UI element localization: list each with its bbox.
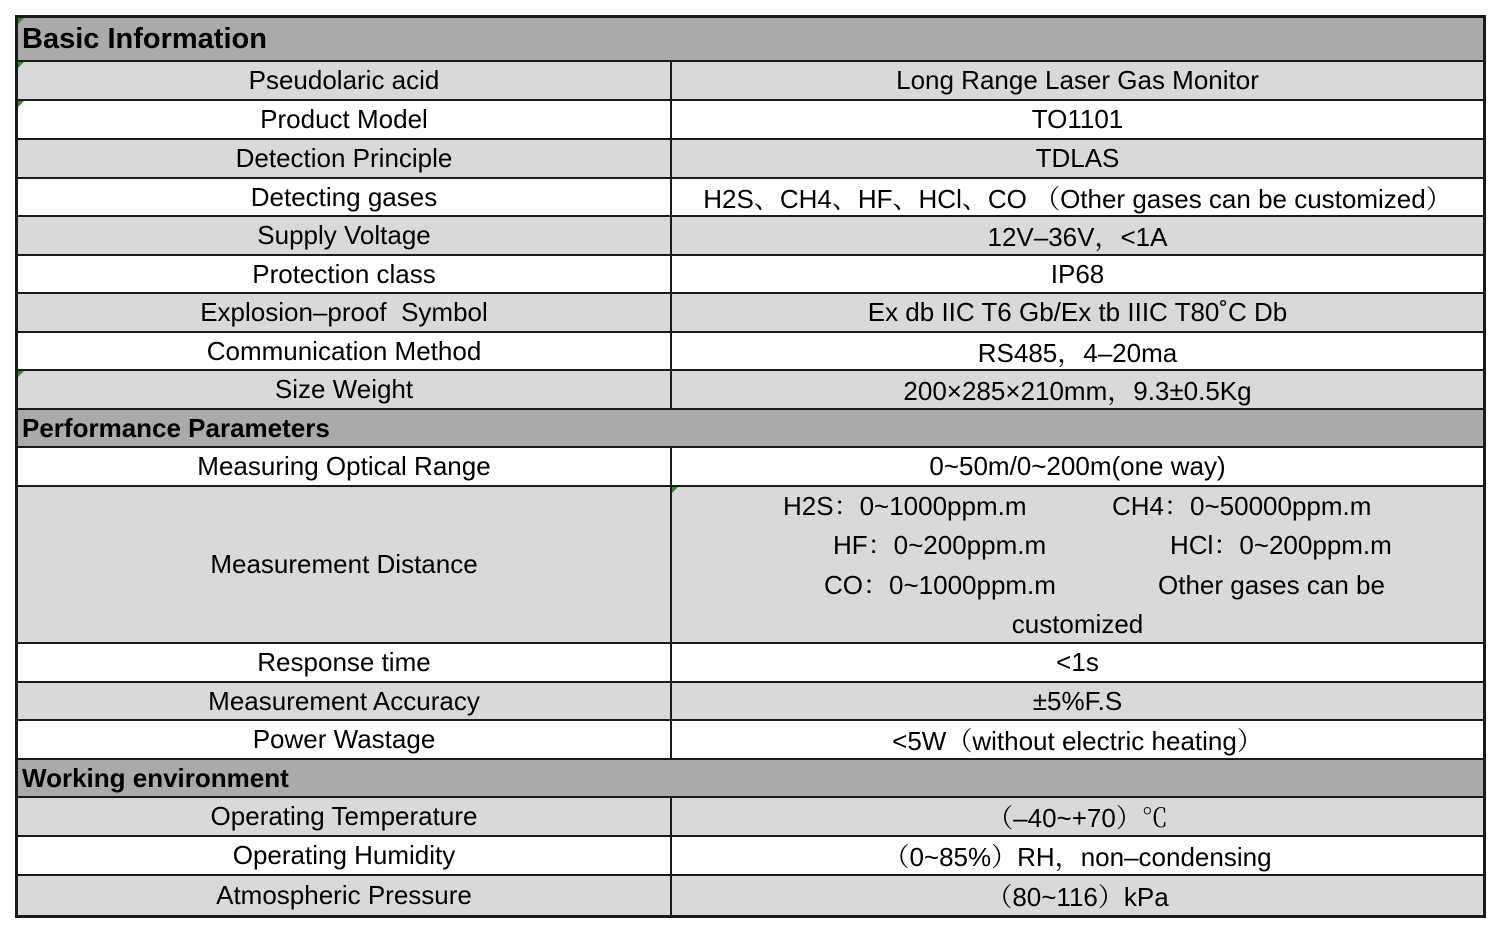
row-value-cell [672,683,1483,719]
table-row [18,798,1483,837]
row-label: Response time [257,647,431,677]
row-value: IP68 [1050,258,1105,289]
row-label-cell [18,876,672,915]
row-label-cell [18,62,672,99]
section-title: Working environment [22,762,289,793]
row-label: Protection class [252,258,436,289]
measurement-distance-value-cell [672,487,1483,642]
table-row [18,140,1483,179]
row-value-cell [672,217,1483,254]
row-value-cell [672,837,1483,874]
row-label: Pseudolaric acid [248,65,440,95]
range-co: CO：0~1000ppm.m [824,570,1056,600]
row-value: ±5%F.S [1032,685,1123,716]
table-row [18,876,1483,915]
row-value: RS485，4–20ma [977,337,1178,368]
row-value: <1s [1056,647,1099,677]
row-label-cell [18,837,672,874]
row-label-cell [18,798,672,835]
row-label-cell [18,371,672,408]
section-title: Performance Parameters [22,412,330,443]
row-label-cell [18,333,672,369]
row-value-cell [672,721,1483,758]
row-value-cell [672,371,1483,408]
row-label: Product Model [260,104,428,134]
row-label-cell [18,294,672,331]
row-label-cell [18,721,672,758]
row-label-cell [18,487,672,642]
row-value: Long Range Laser Gas Monitor [896,65,1259,95]
range-other-note: Other gases can be [1158,570,1385,600]
table-row [18,217,1483,256]
row-value: TO1101 [1031,104,1124,134]
row-value-cell [672,876,1483,915]
row-value: （80~116）kPa [986,882,1169,912]
cell-marker-icon [18,62,24,68]
range-h2s: H2S：0~1000ppm.m [783,491,1027,521]
row-label-cell [18,101,672,138]
row-label: Explosion–proof Symbol [200,297,488,327]
row-value: 0~50m/0~200m(one way) [929,451,1226,481]
table-row [18,62,1483,101]
row-value: TDLAS [1035,143,1120,173]
table-row [18,101,1483,140]
cell-marker-icon [18,371,24,377]
row-value-cell [672,101,1483,138]
row-value-cell [672,448,1483,485]
row-value-cell [672,294,1483,331]
row-label: Size Weight [274,374,414,404]
row-value: 12V–36V，<1A [987,222,1168,252]
section-header-basic-information [18,18,1483,62]
row-label: Measuring Optical Range [197,451,491,481]
row-value: H2S、CH4、HF、HCl、CO （Other gases can be customized） [703,183,1452,214]
cell-marker-icon [18,101,24,107]
cell-marker-icon [18,18,24,24]
row-value: <5W（without electric heating） [892,726,1263,756]
row-value-cell [672,256,1483,292]
cell-marker-icon [672,487,678,493]
row-label: Detection Principle [235,143,453,173]
row-label-cell [18,179,672,215]
section-title: Basic Information [22,22,267,55]
table-row [18,448,1483,487]
row-value-cell [672,644,1483,681]
row-value: 200×285×210mm，9.3±0.5Kg [903,376,1252,406]
row-value-cell [672,798,1483,835]
row-label: Atmospheric Pressure [216,880,472,910]
row-value-cell [672,62,1483,99]
range-hcl: HCl：0~200ppm.m [1170,530,1392,560]
row-label: Power Wastage [252,724,436,754]
row-value: （0~85%）RH，non–condensing [883,842,1272,872]
table-row [18,179,1483,217]
row-label: Measurement Accuracy [208,685,480,716]
table-row [18,721,1483,760]
row-label-cell [18,140,672,177]
row-value-cell [672,333,1483,369]
row-label-cell [18,217,672,254]
row-label: Operating Humidity [232,840,456,870]
row-label-cell [18,448,672,485]
row-label: Supply Voltage [257,220,431,250]
section-header-working-environment [18,760,1483,798]
range-hf: HF：0~200ppm.m [833,530,1047,560]
row-label: Measurement Distance [210,549,478,579]
table-row [18,837,1483,876]
table-row [18,487,1483,644]
row-label: Operating Temperature [210,801,478,831]
row-label: Detecting gases [250,181,438,212]
table-row [18,683,1483,721]
table-row [18,333,1483,371]
row-label-cell [18,683,672,719]
table-row [18,294,1483,333]
row-value-cell [672,179,1483,215]
row-value: （–40~+70）℃ [987,803,1168,833]
range-other-note-continued: customized [1011,609,1144,639]
row-value: Ex db IIC T6 Gb/Ex tb IIIC T80˚C Db [867,297,1288,327]
section-header-performance-parameters [18,410,1483,448]
row-label: Communication Method [206,335,482,366]
range-ch4: CH4：0~50000ppm.m [1112,491,1372,521]
table-row [18,256,1483,294]
spec-table [15,15,1486,918]
row-label-cell [18,256,672,292]
table-row [18,371,1483,410]
table-row [18,644,1483,683]
row-label-cell [18,644,672,681]
row-value-cell [672,140,1483,177]
